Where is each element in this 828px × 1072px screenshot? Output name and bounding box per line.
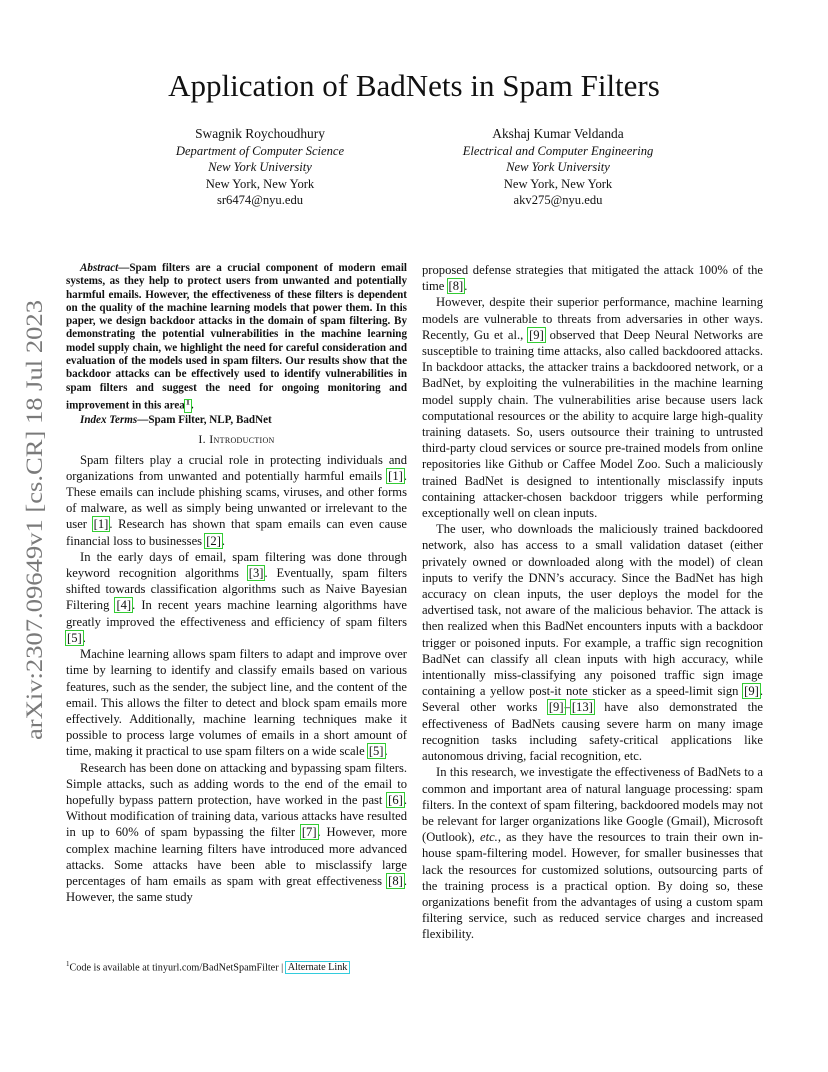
author-department: Department of Computer Science	[175, 143, 345, 158]
index-terms	[66, 414, 407, 428]
author-city: New York, New York	[503, 176, 613, 191]
citation-link[interactable]: [7]	[301, 825, 317, 840]
intro-paragraph-1: Spam filters play a crucial role in protecting individuals and organizations from unwanted and potentially harmful emails [1]. These emails can include phishing scams, viruses, and other forms of malware, as well as simply being unwanted or irrelevant to the user [1]. Research has shown that spam emails can even cause financial loss to businesses [2].	[66, 452, 407, 548]
section-heading: I. Introduction	[198, 432, 275, 447]
citation-link[interactable]: [2]	[206, 533, 221, 548]
intro-paragraph-8: In this research, we investigate the effectiveness of BadNets to a common and important area of natural language processing: spam filters. In the context of spam filtering, backdoored models may not be relevant for larger organizations like Google (Gmail), Microsoft (Outlook), etc., as they have the resources to train their own in-house spam-filtering model. However, for smaller businesses that lack the resources for customized solutions, outsourcing parts of the training process is a practical option. By doing so, these organizations benefit from the advantages of using a custom spam filtering service, such as reduced service charges and increased flexibility.	[422, 765, 764, 942]
intro-paragraph-7: The user, who downloads the maliciously trained backdoored network, also has access to a small validation dataset (either privately owned or downloaded along with the model) of clean inputs to verify the DNN’s accuracy. Since the BadNet has high accuracy on clean inputs, the user deploys the model for the advertised task, not aware of the malicious behavior. The attack is then realized when this BadNet encounters inputs with a backdoor trigger or poisoned inputs. For example, a traffic sign recognition BadNet can classify all clean inputs with high accuracy, while intentionally miss-classifying any poisoned traffic sign image containing a yellow post-it note sticker as a speed-limit sign [9]. Several other works [9]–[13] have also demonstrated the effectiveness of BadNets causing severe harm on many image recognition tasks including safety-critical applications like autonomous driving, facial recognition, etc.	[422, 522, 763, 764]
citation-link[interactable]: [8]	[448, 279, 464, 294]
citation-link[interactable]: [9]	[744, 684, 759, 699]
abstract: Abstract—Spam filters are a crucial component of modern email systems, as they help to protect users from unwanted and potentially harmful emails. However, the effectiveness of these filters is dependent on the quality of the machine learning models that power them. In this paper, we design backdoor attacks in the domain of spam filtering. By demonstrating the potential vulnerabilities in the machine learning model supply chain, we highlight the need for careful consideration and evaluation of the models used in spam filters. Our results show that the backdoor attacks can be effectively used to identify vulnerabilities in spam filters and suggest the need for ongoing monitoring and improvement in this area$^1$.	[66, 262, 407, 412]
citation-link[interactable]: [4]	[116, 598, 132, 613]
alternate-link[interactable]: Alternate Link	[287, 962, 348, 974]
footnote	[66, 958, 407, 974]
citation-link[interactable]: [13]	[571, 700, 593, 715]
author-email: sr6474@nyu.edu	[216, 193, 304, 207]
citation-link[interactable]: [5]	[67, 630, 82, 645]
author-block-1	[110, 126, 410, 209]
arxiv-sidebar-stamp	[12, 300, 52, 740]
right-column	[422, 262, 763, 943]
paper-title: Application of BadNets in Spam Filters	[168, 68, 660, 103]
author-name: Swagnik Roychoudhury	[195, 126, 325, 141]
intro-paragraph-5: proposed defense strategies that mitigated the attack 100% of the time [8].	[422, 263, 763, 294]
arxiv-stamp-svg	[12, 300, 52, 740]
index-terms-text: —Spam Filter, NLP, BadNet	[137, 413, 272, 426]
footnote-mark: 1	[66, 960, 70, 968]
intro-paragraph-6: However, despite their superior performance, machine learning models are vulnerable to threats from adversaries in other ways. Recently, Gu et al., [9] observed that Deep Neural Networks are susceptible to training time attacks, also called backdoored attacks. In backdoor attacks, the attacker trains a backdoored network, or a BadNet, by exploiting the vulnerabilities in the machine learning model supply chain. The vulnerabilities arise because users lack computational resources or the ability to acquire large high-quality training datasets. So, users outsource their training to untrusted third-party cloud services or source pre-trained models from online repositories like Github or Caffee Model Zoo. Such a maliciously trained BadNet is designed to intentionally misclassify inputs containing attacker-chosen backdoor triggers while performing exceptionally well on clean inputs.	[422, 295, 763, 521]
author-city: New York, New York	[205, 176, 315, 191]
index-terms-label: Index Terms	[80, 413, 138, 426]
intro-paragraph-2: In the early days of email, spam filtering was done through keyword recognition algorithms [3]. Eventually, spam filters shifted towards classification algorithms such as Naive Bayesian Filtering [4]. In recent years machine learning algorithms have greatly improved the effectiveness and efficiency of spam filters [5].	[66, 549, 407, 645]
left-column	[66, 262, 407, 905]
citation-link[interactable]: [9]	[529, 327, 544, 342]
author-university: New York University	[208, 160, 312, 174]
author-name: Akshaj Kumar Veldanda	[492, 126, 624, 141]
author-department: Electrical and Computer Engineering	[462, 143, 654, 158]
author-block-2	[408, 126, 708, 209]
citation-link[interactable]: [3]	[248, 566, 264, 581]
citation-link[interactable]: [5]	[368, 744, 384, 759]
citation-link[interactable]: [1]	[388, 468, 403, 483]
arxiv-identifier: arXiv:2307.09649v1 [cs.CR] 18 Jul 2023	[22, 359, 47, 740]
footnote-text: Code is available at tinyurl.com/BadNetSpamFilter |	[69, 962, 286, 974]
author-email: akv275@nyu.edu	[513, 193, 603, 207]
citation-link[interactable]: [1]	[93, 517, 109, 532]
citation-link[interactable]: [9]	[548, 700, 564, 715]
abstract-text: —Spam filters are a crucial component of modern email systems, as they help to protect users from unwanted and potentially harmful emails. However, the effectiveness of these filters is dependent on the quality of the machine learning models that power them. In this paper, we design backdoor attacks in the domain of spam filtering. By demonstrating the potential vulnerabilities in the machine learning model supply chain, we highlight the need for careful consideration and evaluation of the models used in spam filters. Our results show that the backdoor attacks can be effectively used to identify vulnerabilities in spam filters and suggest the need for ongoing monitoring and improvement in this area	[66, 262, 407, 412]
citation-link[interactable]: [8]	[388, 873, 403, 888]
abstract-label: Abstract	[80, 262, 119, 274]
intro-paragraph-4: Research has been done on attacking and bypassing spam filters. Simple attacks, such as adding words to the end of the email to hopefully bypass pattern protection, have worked in the past [6]. Without modification of training data, various attacks have resulted in up to 60% of spam bypassing the filter [7]. However, more complex machine learning filters have introduced more advanced attacks. Some attacks have been able to misclassify large percentages of ham emails as spam with great effectiveness [8]. However, the same study	[66, 760, 407, 905]
intro-paragraph-3: Machine learning allows spam filters to adapt and improve over time by learning to identify and classify emails based on various features, such as the sender, the subject line, and the content of the email. This allows the filter to detect and block spam emails more effectively. Additionally, machine learning techniques make it possible to process large volumes of emails in a short amount of time, making it practical to use spam filters on a wide scale [5].	[66, 647, 407, 759]
citation-link[interactable]: [6]	[388, 792, 403, 807]
footnote-ref-link[interactable]: 1	[185, 400, 191, 412]
author-university: New York University	[506, 160, 610, 174]
